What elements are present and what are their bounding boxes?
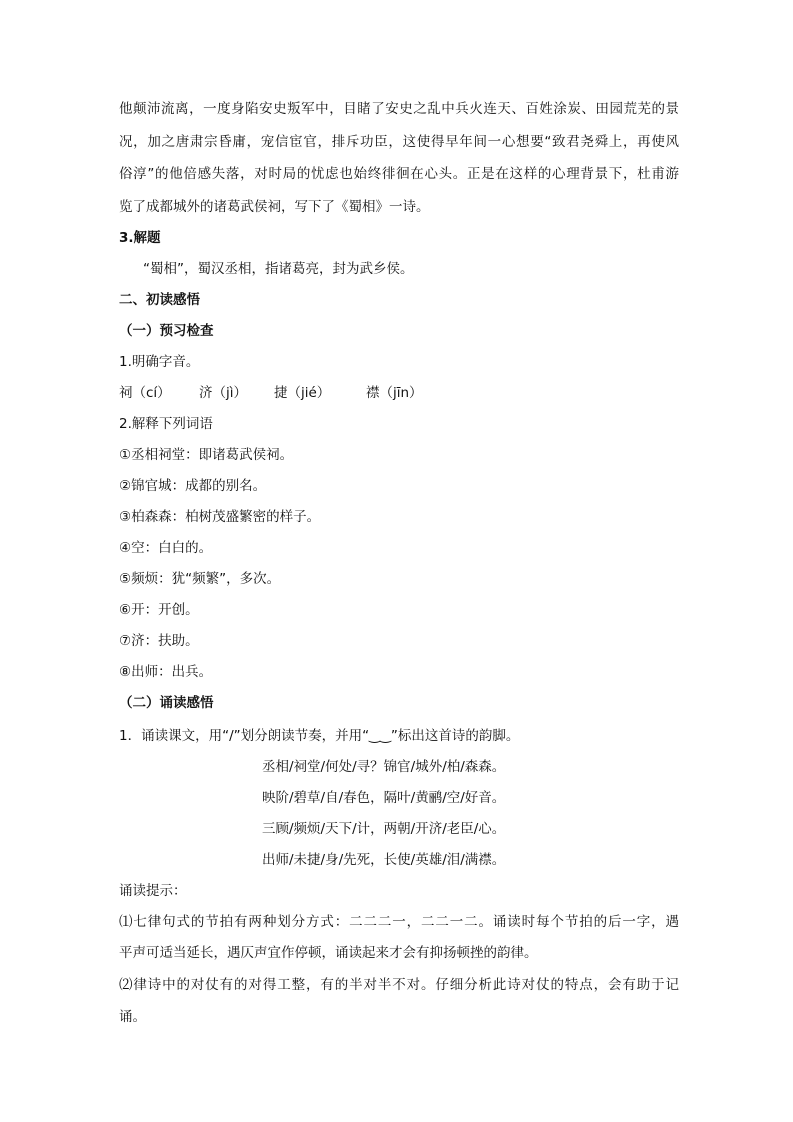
- poem-line: 出师/未捷/身/先死，长使/英雄/泪/满襟。: [262, 852, 506, 868]
- question-1: 1.明确字音。: [119, 354, 200, 370]
- subsection-1-heading: （一）预习检查: [119, 323, 214, 339]
- definition-item: ④空：白白的。: [119, 540, 213, 556]
- intro-line-2: 况，加之唐肃宗昏庸，宠信宦官，排斥功臣，这使得早年间一心想要“致君尧舜上，再使风: [119, 134, 679, 150]
- recite-task: 1．诵读课文，用“/”划分朗读节奏，并用“‿‿”标出这首诗的韵脚。: [119, 728, 520, 744]
- tip-2-line-2: 诵。: [119, 1009, 146, 1025]
- pinyin-item: 济（jì）: [199, 385, 248, 401]
- definition-item: ②锦官城：成都的别名。: [119, 478, 267, 494]
- definition-item: ⑧出师：出兵。: [119, 664, 213, 680]
- poem-line: 丞相/祠堂/何处/寻？锦官/城外/柏/森森。: [262, 759, 506, 775]
- definition-item: ⑤频烦：犹“频繁”，多次。: [119, 571, 281, 587]
- intro-line-1: 他颠沛流离，一度身陷安史叛军中，目睹了安史之乱中兵火连天、百姓涂炭、田园荒芜的景: [119, 101, 679, 117]
- definition-item: ⑥开：开创。: [119, 602, 199, 618]
- pinyin-item: 捷（jié）: [274, 385, 331, 401]
- intro-line-4: 览了成都城外的诸葛武侯祠，写下了《蜀相》一诗。: [119, 199, 430, 215]
- question-2: 2.解释下列词语: [119, 416, 213, 432]
- tip-2-line-1: ⑵律诗中的对仗有的对得工整，有的半对半不对。仔细分析此诗对仗的特点，会有助于记: [119, 977, 679, 993]
- definition-item: ⑦济：扶助。: [119, 633, 199, 649]
- pinyin-row: [119, 383, 423, 403]
- pinyin-item: 祠（cí）: [119, 385, 171, 401]
- tips-heading: 诵读提示：: [119, 883, 187, 899]
- section-2-heading: 二、初读感悟: [119, 292, 200, 308]
- definition-item: ③柏森森：柏树茂盛繁密的样子。: [119, 509, 321, 525]
- section-3-heading: 3.解题: [119, 230, 161, 246]
- tip-1-line-1: ⑴七律句式的节拍有两种划分方式：二二二一，二二一二。诵读时每个节拍的后一字，遇: [119, 914, 679, 930]
- pinyin-item: 襟（jīn）: [366, 385, 423, 401]
- poem-line: 映阶/碧草/自/春色，隔叶/黄鹂/空/好音。: [262, 790, 506, 806]
- subsection-2-heading: （二）诵读感悟: [119, 695, 214, 711]
- intro-line-3: 俗淳”的他倍感失落，对时局的忧虑也始终徘徊在心头。正是在这样的心理背景下，杜甫游: [119, 166, 679, 182]
- poem-line: 三顾/频烦/天下/计，两朝/开济/老臣/心。: [262, 821, 506, 837]
- section-3-text: “蜀相”，蜀汉丞相，指诸葛亮，封为武乡侯。: [143, 261, 414, 277]
- tip-1-line-2: 平声可适当延长，遇仄声宜作停顿，诵读起来才会有抑扬顿挫的韵律。: [119, 945, 538, 961]
- definition-item: ①丞相祠堂：即诸葛武侯祠。: [119, 447, 294, 463]
